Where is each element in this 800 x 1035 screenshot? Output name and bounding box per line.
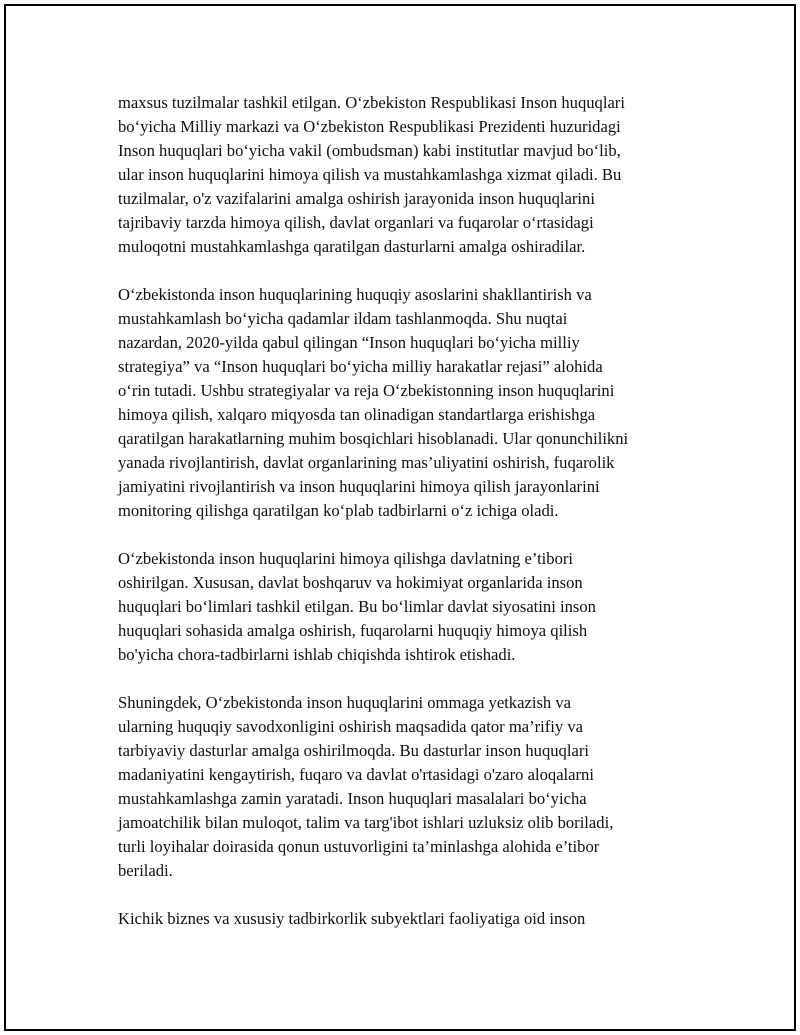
paragraph-2: O‘zbekistonda inson huquqlarining huquqiy asoslarini shakllantirish va mustahkamlash bo‘yicha qadamlar ildam tashlanmoqda. Shu nuqtai nazardan, 2020-yilda qabul qilingan “Inson huquqlari bo‘yicha milliy strategiya” va “Inson huquqlari bo‘yicha milliy harakatlar rejasi” alohida o‘rin tutadi. Ushbu strategiyalar va reja O‘zbekistonning inson huquqlarini himoya qilish, xalqaro miqyosda tan olinadigan standartlarga erishishga qaratilgan harakatlarning muhim bosqichlari hisoblanadi. Ular qonunchilikni yanada rivojlantirish, davlat organlarining mas’uliyatini oshirish, fuqarolik jamiyatini rivojlantirish va inson huquqlarini himoya qilish jarayonlarini monitoring qilishga qaratilgan ko‘plab tadbirlarni o‘z ichiga oladi. — [118, 285, 629, 520]
document-body — [118, 91, 692, 955]
paragraph-5: Kichik biznes va xususiy tadbirkorlik subyektlari faoliyatiga oid inson — [118, 909, 586, 928]
paragraph-3: O‘zbekistonda inson huquqlarini himoya qilishga davlatning e’tibori oshirilgan. Xususan, davlat boshqaruv va hokimiyat organlarida inson huquqlari bo‘limlari tashkil etilgan. Bu bo‘limlar davlat siyosatini inson huquqlari sohasida amalga oshirish, fuqarolarni huquqiy himoya qilish bo'yicha chora-tadbirlarni ishlab chiqishda ishtirok etishadi. — [118, 549, 596, 664]
paragraph-1: maxsus tuzilmalar tashkil etilgan. O‘zbekiston Respublikasi Inson huquqlari bo‘yicha Milliy markazi va O‘zbekiston Respublikasi Prezidenti huzuridagi Inson huquqlari bo‘yicha vakil (ombudsman) kabi institutlar mavjud bo‘lib, ular inson huquqlarini himoya qilish va mustahkamlashga xizmat qiladi. Bu tuzilmalar, o'z vazifalarini amalga oshirish jarayonida inson huquqlarini tajribaviy tarzda himoya qilish, davlat organlari va fuqarolar o‘rtasidagi muloqotni mustahkamlashga qaratilgan dasturlarni amalga oshiradilar. — [118, 93, 625, 256]
paragraph-4: Shuningdek, O‘zbekistonda inson huquqlarini ommaga yetkazish va ularning huquqiy savodxonligini oshirish maqsadida qator ma’rifiy va tarbiyaviy dasturlar amalga oshirilmoqda. Bu dasturlar inson huquqlari madaniyatini kengaytirish, fuqaro va davlat o'rtasidagi o'zaro aloqalarni mustahkamlashga zamin yaratadi. Inson huquqlari masalalari bo‘yicha jamoatchilik bilan muloqot, talim va targ'ibot ishlari uzluksiz olib boriladi, turli loyihalar doirasida qonun ustuvorligini ta’minlashga alohida e’tibor beriladi. — [118, 693, 614, 880]
